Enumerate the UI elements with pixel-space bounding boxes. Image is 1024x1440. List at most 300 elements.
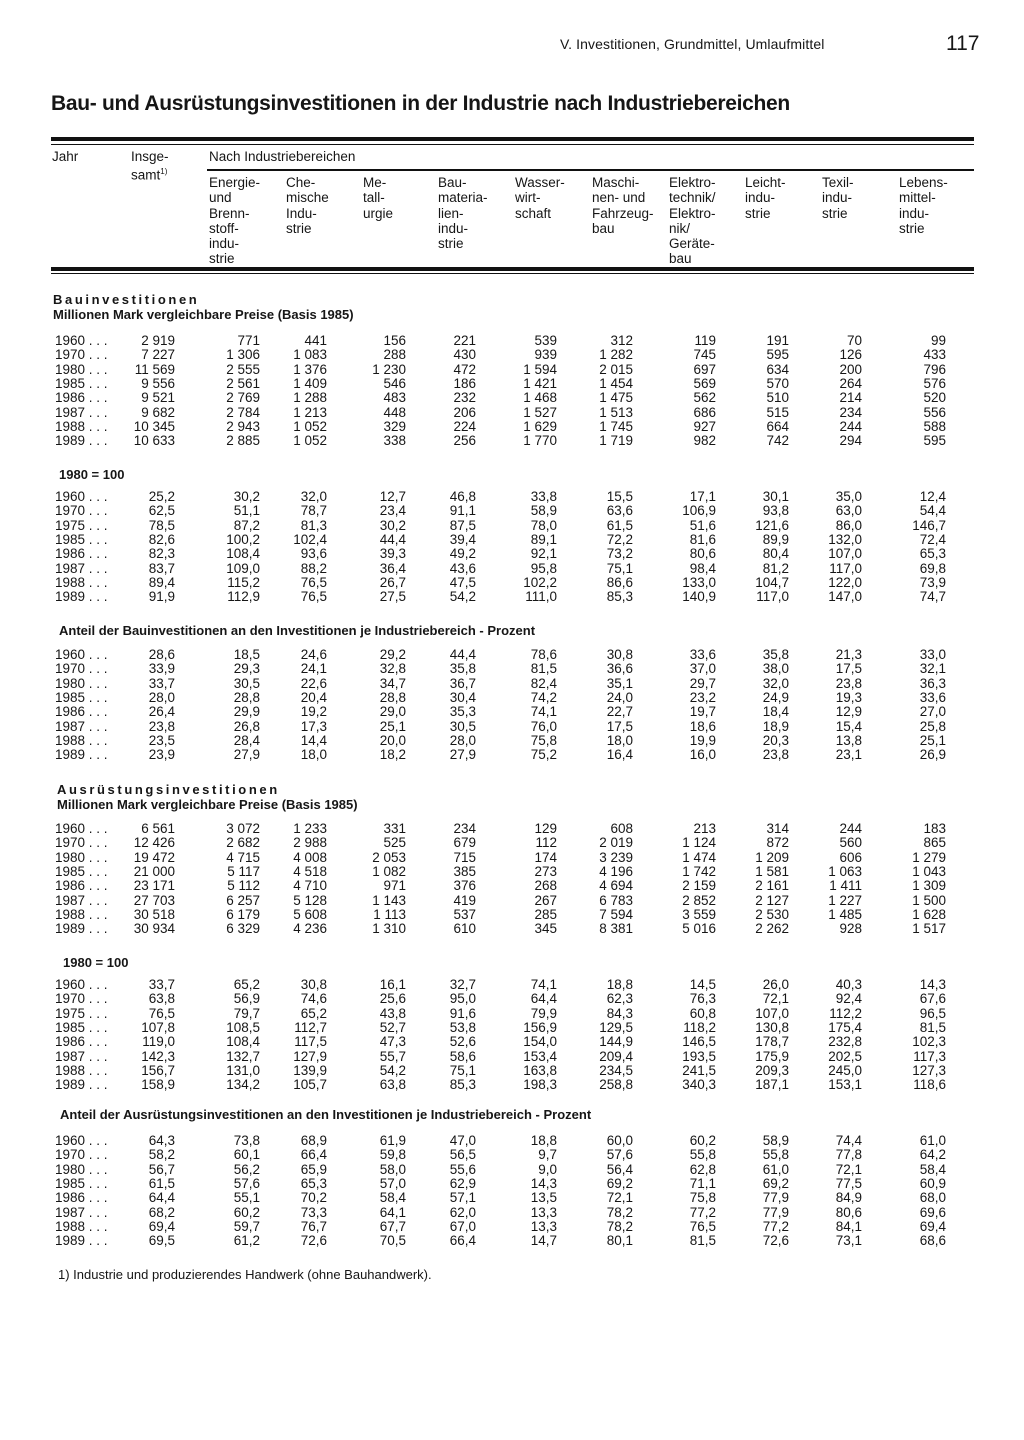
table-cell: 27,9: [233, 747, 260, 763]
table-cell: 13,3: [530, 1204, 557, 1220]
table-cell: 60,0: [606, 1133, 633, 1148]
table-cell: 18,0: [606, 732, 633, 748]
table-cell: 29,3: [233, 661, 260, 677]
table-cell: 66,4: [300, 1147, 327, 1163]
table-cell: 1 628: [912, 906, 946, 922]
table-cell: 2 988: [293, 835, 327, 851]
table-cell: 43,6: [449, 560, 476, 576]
table-cell: 139,9: [293, 1062, 327, 1078]
year-label: 1970 . . .: [55, 503, 108, 519]
table-cell: 12,7: [379, 489, 406, 504]
table-cell: 18,2: [379, 747, 406, 763]
table-cell: 1 143: [372, 892, 406, 908]
table-cell: 84,9: [835, 1190, 862, 1206]
year-label: 1988 . . .: [55, 732, 108, 748]
table-row: [0, 1163, 1024, 1177]
table-cell: 64,3: [148, 1133, 175, 1148]
table-row: [0, 1206, 1024, 1220]
table-cell: 2 053: [372, 849, 406, 865]
table-cell: 119,0: [142, 1034, 175, 1050]
table-cell: 1 742: [682, 863, 716, 879]
year-label: 1986 . . .: [55, 878, 108, 894]
table-cell: 3 239: [599, 849, 633, 865]
table-cell: 63,0: [835, 503, 862, 519]
table-cell: 84,3: [606, 1005, 633, 1021]
table-cell: 75,1: [606, 560, 633, 576]
table-cell: 8 381: [599, 921, 633, 937]
year-label: 1987 . . .: [55, 892, 108, 908]
table-row: [0, 822, 1024, 836]
table-cell: 1 475: [599, 390, 633, 406]
table-cell: 89,9: [762, 531, 789, 547]
table-cell: 4 236: [293, 921, 327, 937]
table-cell: 1 282: [599, 347, 633, 363]
table-cell: 73,2: [606, 546, 633, 562]
table-cell: 56,2: [233, 1161, 260, 1177]
table-cell: 264: [839, 375, 862, 391]
table-cell: 81,5: [530, 661, 557, 677]
table-cell: 2 561: [226, 375, 260, 391]
table-cell: 117,3: [913, 1048, 946, 1064]
table-cell: 56,9: [233, 991, 260, 1007]
table-cell: 21,3: [835, 647, 862, 662]
table-cell: 5 117: [227, 863, 260, 879]
table-cell: 13,3: [530, 1218, 557, 1234]
table-cell: 686: [693, 404, 716, 420]
table-cell: 30 934: [133, 921, 175, 937]
table-cell: 6 561: [141, 821, 175, 836]
column-header: Maschi- nen- und Fahrzeug- bau: [592, 175, 654, 236]
table-cell: 191: [766, 333, 789, 348]
table-cell: 130,8: [755, 1019, 789, 1035]
table-cell: 23,9: [148, 747, 175, 763]
table-row: [0, 533, 1024, 547]
table-cell: 25,2: [148, 489, 175, 504]
table-row: [0, 490, 1024, 504]
table-cell: 26,7: [379, 574, 406, 590]
table-cell: 73,8: [233, 1133, 260, 1148]
table-cell: 36,7: [449, 675, 476, 691]
year-label: 1980 . . .: [55, 361, 108, 377]
table-cell: 2 161: [755, 878, 789, 894]
table-cell: 112: [535, 835, 557, 851]
table-cell: 74,1: [530, 977, 557, 992]
table-cell: 34,7: [379, 675, 406, 691]
table-cell: 75,8: [689, 1190, 716, 1206]
year-label: 1987 . . .: [55, 718, 108, 734]
table-cell: 104,7: [755, 574, 789, 590]
table-cell: 5 608: [293, 906, 327, 922]
table-cell: 19,3: [835, 689, 862, 705]
table-cell: 20,3: [762, 732, 789, 748]
table-cell: 47,3: [379, 1034, 406, 1050]
table-cell: 1 043: [912, 863, 946, 879]
table-cell: 1 209: [755, 849, 789, 865]
table-cell: 54,2: [449, 589, 476, 605]
table-cell: 65,2: [300, 1005, 327, 1021]
table-cell: 78,7: [300, 503, 327, 519]
table-row: [0, 519, 1024, 533]
table-cell: 28,6: [148, 647, 175, 662]
table-cell: 796: [923, 361, 946, 377]
table-row: [0, 504, 1024, 518]
table-row: [0, 908, 1024, 922]
table-row: [0, 1064, 1024, 1078]
table-cell: 745: [693, 347, 716, 363]
table-cell: 23 171: [133, 878, 175, 894]
table-cell: 569: [693, 375, 716, 391]
table-cell: 5 128: [293, 892, 327, 908]
table-cell: 74,6: [300, 991, 327, 1007]
table-cell: 78,0: [530, 517, 557, 533]
year-label: 1985 . . .: [55, 1019, 108, 1035]
table-row: [0, 420, 1024, 434]
column-header: Texil- indu- strie: [822, 175, 854, 221]
table-cell: 63,8: [148, 991, 175, 1007]
table-cell: 483: [383, 390, 406, 406]
table-cell: 68,6: [919, 1233, 946, 1249]
table-cell: 77,8: [835, 1147, 862, 1163]
table-row: [0, 1191, 1024, 1205]
table-cell: 258,8: [599, 1077, 633, 1093]
table-cell: 81,5: [919, 1019, 946, 1035]
table-cell: 1 376: [293, 361, 327, 377]
table-cell: 77,2: [689, 1204, 716, 1220]
table-cell: 1 485: [828, 906, 862, 922]
table-cell: 81,6: [689, 531, 716, 547]
table-cell: 55,7: [379, 1048, 406, 1064]
table-cell: 608: [610, 821, 633, 836]
table-cell: 244: [839, 418, 862, 434]
table-cell: 112,2: [829, 1005, 862, 1021]
year-label: 1988 . . .: [55, 1218, 108, 1234]
table-cell: 4 518: [293, 863, 327, 879]
table-cell: 156: [383, 333, 406, 348]
table-cell: 2 262: [755, 921, 789, 937]
table-cell: 27,5: [379, 589, 406, 605]
table-cell: 314: [766, 821, 789, 836]
table-cell: 52,6: [449, 1034, 476, 1050]
table-cell: 35,8: [762, 647, 789, 662]
table-cell: 56,4: [606, 1161, 633, 1177]
table-cell: 63,8: [379, 1077, 406, 1093]
table-cell: 241,5: [682, 1062, 716, 1078]
table-cell: 1 279: [912, 849, 946, 865]
table-cell: 51,1: [233, 503, 260, 519]
table-cell: 4 196: [599, 863, 633, 879]
table-cell: 59,7: [233, 1218, 260, 1234]
table-cell: 70,5: [379, 1233, 406, 1249]
table-cell: 26,8: [233, 718, 260, 734]
table-cell: 87,5: [449, 517, 476, 533]
table-cell: 13,8: [835, 732, 862, 748]
column-header: Bau- materia- lien- indu- strie: [438, 175, 488, 252]
table-cell: 175,9: [755, 1048, 789, 1064]
table-cell: 83,7: [148, 560, 175, 576]
title-rule: [51, 137, 974, 141]
table-cell: 30,4: [449, 689, 476, 705]
year-label: 1960 . . .: [55, 333, 108, 348]
table-cell: 232: [453, 390, 476, 406]
table-cell: 140,9: [682, 589, 716, 605]
table-cell: 546: [383, 375, 406, 391]
index-label-bau: 1980 = 100: [59, 467, 125, 482]
year-label: 1960 . . .: [55, 977, 108, 992]
table-cell: 872: [766, 835, 789, 851]
insgesamt-label: Insge- samt: [131, 149, 169, 183]
table-cell: 129: [534, 821, 557, 836]
table-row: [0, 377, 1024, 391]
table-cell: 187,1: [755, 1077, 789, 1093]
table-cell: 134,2: [226, 1077, 260, 1093]
table-cell: 1 454: [599, 375, 633, 391]
table-row: [0, 1148, 1024, 1162]
table-row: [0, 576, 1024, 590]
table-cell: 1 113: [373, 906, 406, 922]
table-cell: 146,7: [912, 517, 946, 533]
table-cell: 33,7: [148, 675, 175, 691]
table-cell: 117,0: [756, 589, 789, 605]
table-cell: 96,5: [919, 1005, 946, 1021]
table-cell: 198,3: [523, 1077, 557, 1093]
table-cell: 21 000: [133, 863, 175, 879]
table-cell: 72,6: [300, 1233, 327, 1249]
table-cell: 107,0: [755, 1005, 789, 1021]
table-cell: 13,5: [530, 1190, 557, 1206]
table-cell: 232,8: [828, 1034, 862, 1050]
table-cell: 58,4: [919, 1161, 946, 1177]
table-cell: 73,3: [300, 1204, 327, 1220]
table-cell: 126: [839, 347, 862, 363]
table-cell: 28,0: [449, 732, 476, 748]
table-cell: 510: [766, 390, 789, 406]
table-cell: 20,0: [379, 732, 406, 748]
table-cell: 576: [923, 375, 946, 391]
table-cell: 2 885: [226, 433, 260, 449]
table-cell: 64,4: [530, 991, 557, 1007]
table-cell: 133,0: [682, 574, 716, 590]
table-cell: 58,4: [379, 1190, 406, 1206]
table-cell: 19,9: [689, 732, 716, 748]
table-cell: 56,7: [148, 1161, 175, 1177]
table-cell: 30,8: [300, 977, 327, 992]
table-cell: 11 569: [134, 361, 175, 377]
column-group-label: Nach Industriebereichen: [209, 149, 356, 164]
table-cell: 112,7: [294, 1019, 327, 1035]
table-cell: 982: [693, 433, 716, 449]
table-cell: 61,5: [606, 517, 633, 533]
page-title: Bau- und Ausrüstungsinvestitionen in der Industrie nach Industriebereichen: [51, 92, 790, 115]
table-cell: 267: [534, 892, 557, 908]
column-header-jahr: Jahr: [52, 149, 79, 164]
table-cell: 4 008: [293, 849, 327, 865]
table-cell: 32,1: [919, 661, 946, 677]
table-cell: 79,9: [530, 1005, 557, 1021]
table-cell: 441: [304, 333, 327, 348]
table-cell: 562: [693, 390, 716, 406]
table-cell: 65,9: [300, 1161, 327, 1177]
table-cell: 1 230: [372, 361, 406, 377]
table-cell: 224: [453, 418, 476, 434]
table-row: [0, 734, 1024, 748]
table-cell: 60,2: [689, 1133, 716, 1148]
table-cell: 1 227: [828, 892, 862, 908]
table-cell: 30,2: [379, 517, 406, 533]
table-cell: 81,2: [762, 560, 789, 576]
section-subtitle-ausruestung: Millionen Mark vergleichbare Preise (Basis 1985): [57, 797, 358, 812]
table-cell: 385: [453, 863, 476, 879]
table-cell: 27,0: [919, 704, 946, 720]
table-cell: 69,2: [606, 1175, 633, 1191]
table-cell: 6 329: [226, 921, 260, 937]
table-cell: 55,1: [233, 1190, 260, 1206]
table-cell: 52,7: [379, 1019, 406, 1035]
table-cell: 30 518: [133, 906, 175, 922]
table-cell: 285: [534, 906, 557, 922]
table-cell: 19 472: [133, 849, 175, 865]
table-cell: 560: [839, 835, 862, 851]
table-cell: 47,5: [449, 574, 476, 590]
table-row: [0, 1220, 1024, 1234]
year-label: 1988 . . .: [55, 574, 108, 590]
table-cell: 1 527: [523, 404, 557, 420]
year-label: 1989 . . .: [55, 1077, 108, 1093]
table-cell: 153,4: [523, 1048, 557, 1064]
table-cell: 87,2: [233, 517, 260, 533]
table-cell: 58,9: [530, 503, 557, 519]
table-cell: 209,4: [599, 1048, 633, 1064]
table-cell: 99: [930, 333, 946, 348]
table-cell: 24,9: [762, 689, 789, 705]
table-cell: 23,8: [148, 718, 175, 734]
table-cell: 62,8: [689, 1161, 716, 1177]
column-header: Che- mische Indu- strie: [286, 175, 329, 236]
year-label: 1988 . . .: [55, 418, 108, 434]
table-row: [0, 334, 1024, 348]
table-cell: 72,2: [606, 531, 633, 547]
table-cell: 1 500: [912, 892, 946, 908]
table-cell: 4 694: [599, 878, 633, 894]
table-cell: 118,6: [913, 1077, 946, 1093]
table-cell: 61,0: [919, 1133, 946, 1148]
table-cell: 82,6: [148, 531, 175, 547]
table-cell: 115,2: [227, 574, 260, 590]
table-cell: 23,8: [762, 747, 789, 763]
table-cell: 95,8: [530, 560, 557, 576]
table-cell: 345: [534, 921, 557, 937]
table-cell: 76,3: [689, 991, 716, 1007]
year-label: 1970 . . .: [55, 1147, 108, 1163]
table-cell: 35,3: [449, 704, 476, 720]
year-label: 1970 . . .: [55, 835, 108, 851]
table-cell: 76,5: [148, 1005, 175, 1021]
table-cell: 2 019: [599, 835, 633, 851]
table-cell: 256: [453, 433, 476, 449]
table-cell: 186: [453, 375, 476, 391]
table-cell: 156,7: [141, 1062, 175, 1078]
table-cell: 30,5: [449, 718, 476, 734]
table-cell: 1 411: [829, 878, 862, 894]
table-cell: 78,5: [148, 517, 175, 533]
year-label: 1970 . . .: [55, 347, 108, 363]
table-cell: 69,4: [919, 1218, 946, 1234]
table-cell: 23,2: [689, 689, 716, 705]
table-cell: 9 682: [141, 404, 175, 420]
table-cell: 61,0: [762, 1161, 789, 1177]
table-cell: 33,0: [919, 647, 946, 662]
table-cell: 570: [766, 375, 789, 391]
table-cell: 109,0: [226, 560, 260, 576]
section-subtitle-bau: Millionen Mark vergleichbare Preise (Basis 1985): [53, 307, 354, 322]
table-cell: 67,6: [919, 991, 946, 1007]
table-cell: 221: [453, 333, 476, 348]
table-cell: 4 710: [293, 878, 327, 894]
year-label: 1987 . . .: [55, 560, 108, 576]
table-cell: 73,9: [919, 574, 946, 590]
table-row: [0, 879, 1024, 893]
table-cell: 127,3: [912, 1062, 946, 1078]
table-cell: 111,0: [525, 589, 557, 605]
year-label: 1960 . . .: [55, 489, 108, 504]
table-cell: 76,5: [300, 574, 327, 590]
table-cell: 200: [839, 361, 862, 377]
table-cell: 80,6: [835, 1204, 862, 1220]
year-label: 1975 . . .: [55, 517, 108, 533]
table-cell: 18,8: [606, 977, 633, 992]
index-label-ausruestung: 1980 = 100: [63, 955, 129, 970]
column-header: Energie- und Brenn- stoff- indu- strie: [209, 175, 261, 267]
table-cell: 32,7: [449, 977, 476, 992]
table-cell: 29,2: [379, 647, 406, 662]
table-cell: 1 063: [828, 863, 862, 879]
table-cell: 67,0: [449, 1218, 476, 1234]
table-cell: 1 770: [523, 433, 557, 449]
year-label: 1960 . . .: [55, 1133, 108, 1148]
table-row: [0, 562, 1024, 576]
table-row: [0, 978, 1024, 992]
table-cell: 69,8: [919, 560, 946, 576]
table-row: [0, 992, 1024, 1006]
table-cell: 1 474: [682, 849, 716, 865]
year-label: 1988 . . .: [55, 906, 108, 922]
table-cell: 86,0: [835, 517, 862, 533]
table-cell: 36,3: [919, 675, 946, 691]
table-cell: 30,2: [233, 489, 260, 504]
table-cell: 1 052: [293, 418, 327, 434]
table-cell: 29,7: [689, 675, 716, 691]
table-cell: 69,4: [148, 1218, 175, 1234]
year-label: 1970 . . .: [55, 991, 108, 1007]
table-cell: 3 072: [226, 821, 260, 836]
table-cell: 679: [453, 835, 476, 851]
table-cell: 129,5: [599, 1019, 633, 1035]
table-cell: 107,8: [141, 1019, 175, 1035]
table-cell: 85,3: [449, 1077, 476, 1093]
table-cell: 61,5: [148, 1175, 175, 1191]
year-label: 1988 . . .: [55, 1062, 108, 1078]
table-cell: 1 581: [755, 863, 789, 879]
year-label: 1985 . . .: [55, 375, 108, 391]
table-row: [0, 1021, 1024, 1035]
table-cell: 64,4: [148, 1190, 175, 1206]
year-label: 1987 . . .: [55, 1204, 108, 1220]
table-cell: 234,5: [599, 1062, 633, 1078]
section-title-bau: Bauinvestitionen: [53, 292, 200, 307]
table-cell: 1 719: [599, 433, 633, 449]
table-cell: 23,8: [835, 675, 862, 691]
table-cell: 1 409: [293, 375, 327, 391]
table-cell: 1 517: [912, 921, 946, 937]
